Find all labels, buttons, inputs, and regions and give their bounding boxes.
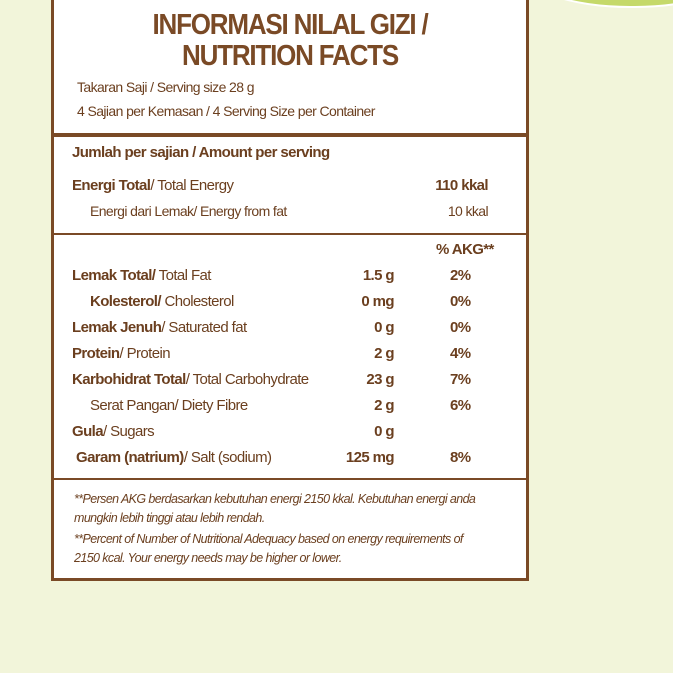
nutrient-amount: 2 g [374, 397, 394, 414]
nutrient-name-bold: Lemak Jenuh [72, 319, 162, 336]
footnote-line4: 2150 kcal. Your energy needs may be higher or lower. [74, 551, 342, 565]
nutrient-akg: 2% [450, 267, 471, 284]
footnote-line3: **Percent of Number of Nutritional Adequacy based on energy requirements of [74, 532, 463, 546]
nutrient-name: / Protein [119, 345, 170, 362]
table-row [72, 423, 154, 440]
akg-header: % AKG** [436, 241, 494, 258]
nutrient-name: / Sugars [102, 423, 155, 440]
nutrient-name-bold: Karbohidrat Total [72, 371, 186, 388]
energy-total-label [72, 177, 233, 194]
table-row [90, 293, 234, 310]
nutrient-amount: 0 g [374, 319, 394, 336]
footnote-line2: mungkin lebih tinggi atau lebih rendah. [74, 511, 265, 525]
nutrient-akg: 0% [450, 293, 471, 310]
nutrient-amount: 125 mg [345, 449, 394, 466]
nutrient-amount: 0 mg [361, 293, 394, 310]
serving-size: Takaran Saji / Serving size 28 g [77, 79, 254, 95]
thick-divider [54, 133, 526, 137]
nutrient-akg: 6% [450, 397, 471, 414]
nutrient-name-bold: Gula [72, 423, 103, 440]
servings-per-container: 4 Sajian per Kemasan / 4 Serving Size per Container [77, 103, 375, 119]
nutrient-name: Cholesterol [160, 293, 234, 310]
nutrient-name-bold: Lemak Total/ [72, 267, 156, 284]
energy-total-bold: Energi Total [72, 177, 151, 194]
table-row [72, 371, 309, 388]
nutrient-akg: 7% [450, 371, 471, 388]
table-row [72, 319, 247, 336]
nutrient-name: / Total Carbohydrate [185, 371, 309, 388]
energy-from-fat-value: 10 kkal [447, 203, 488, 219]
nutrient-akg: 8% [450, 449, 471, 466]
footnote-line1: **Persen AKG berdasarkan kebutuhan energi 2150 kkal. Kebutuhan energi anda [74, 492, 476, 506]
nutrient-amount: 23 g [366, 371, 394, 388]
nutrient-name-bold: Kolesterol/ [90, 293, 161, 310]
amount-per-serving-header: Jumlah per sajian / Amount per serving [72, 144, 330, 161]
energy-from-fat-label: Energi dari Lemak/ Energy from fat [90, 203, 287, 219]
nutrient-amount: 1.5 g [362, 267, 394, 284]
table-row [90, 397, 248, 414]
decorative-green-shape [520, 0, 673, 8]
thin-divider [54, 233, 526, 235]
nutrient-name: Total Fat [155, 267, 211, 284]
nutrient-name-bold: Protein [72, 345, 120, 362]
label-title-line2: NUTRITION FACTS [182, 38, 398, 72]
nutrient-amount: 0 g [374, 423, 394, 440]
table-row [72, 345, 170, 362]
nutrient-name: / Salt (sodium) [183, 449, 272, 466]
label-title-line1: INFORMASI NILAL GIZI / [152, 7, 428, 41]
footnote-divider [54, 478, 526, 480]
table-row [76, 449, 271, 466]
nutrient-name: / Saturated fat [161, 319, 247, 336]
nutrient-name-bold: Garam (natrium) [76, 449, 184, 466]
energy-total-rest: / Total Energy [150, 177, 234, 194]
nutrition-facts-label [51, 0, 529, 581]
nutrient-name: Serat Pangan/ Diety Fibre [90, 397, 248, 414]
table-row [72, 267, 211, 284]
nutrient-akg: 4% [450, 345, 471, 362]
energy-total-value: 110 kkal [435, 177, 488, 194]
nutrient-akg: 0% [450, 319, 471, 336]
nutrient-amount: 2 g [374, 345, 394, 362]
